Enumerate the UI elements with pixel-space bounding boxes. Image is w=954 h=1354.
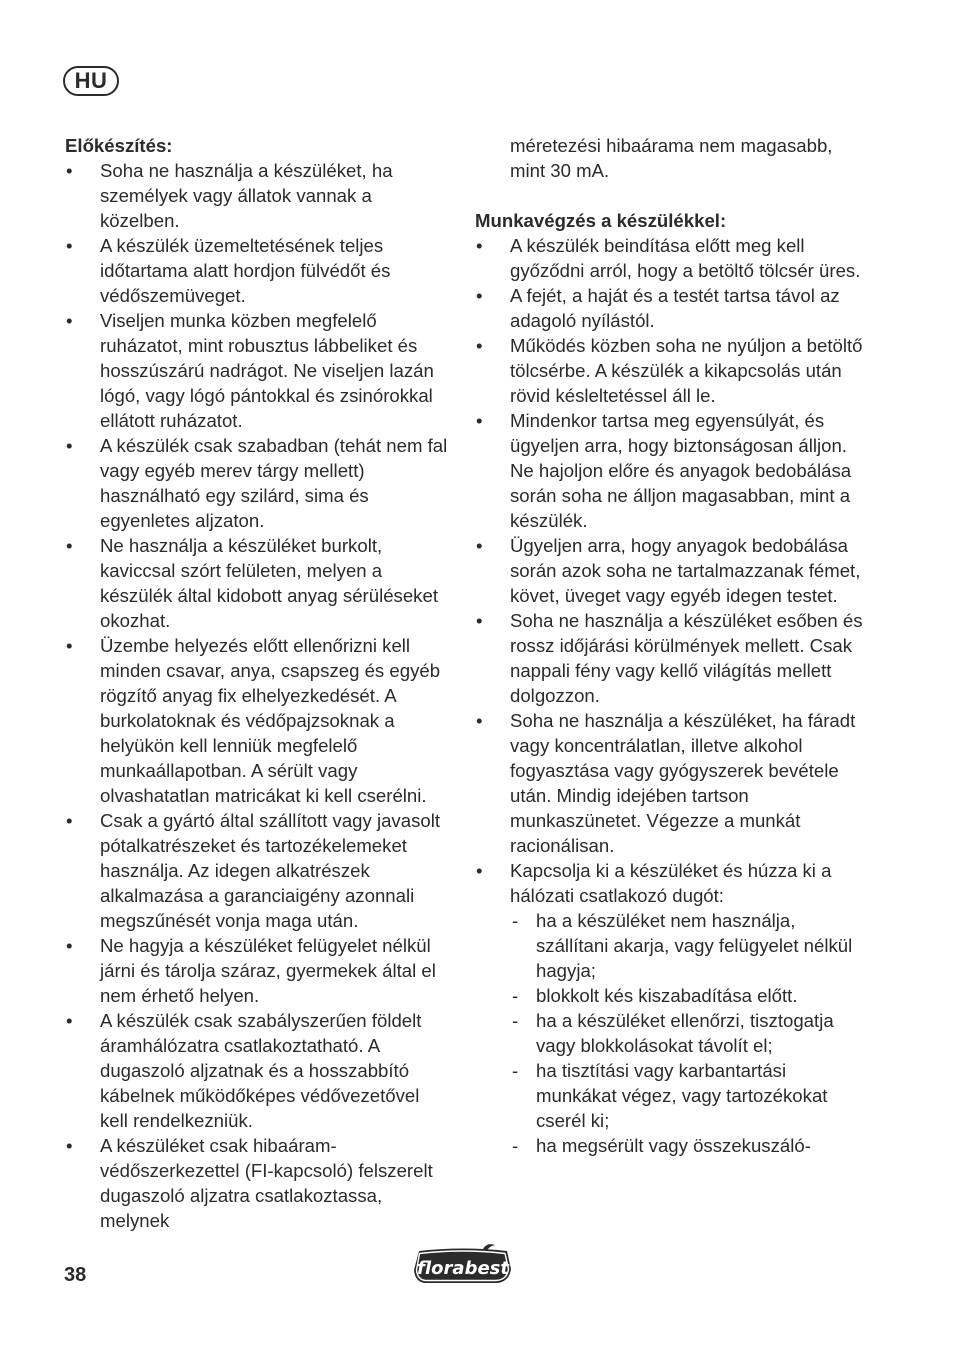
dash-item: - ha a készüléket nem használja, szállítani akarja, vagy felügyelet nélkül hagyja; [475,908,867,983]
section-heading-preparation: Előkészítés: [65,135,173,156]
dash-item: - ha a készüléket ellenőrzi, tisztogatja vagy blokkolásokat távolít el; [475,1008,867,1058]
list-item: • A készülék üzemeltetésének teljes időtartama alatt hordjon fülvédőt és védőszemüveget. [65,233,451,308]
language-badge: HU [63,66,119,96]
list-item: • Soha ne használja a készüléket, ha fáradt vagy koncentrálatlan, illetve alkohol fogyasztása vagy gyógyszerek bevétele után. Mindig idejében tartson munkaszünetet. Végezze a munkát racionálisan. [475,708,867,858]
list-item: • Soha ne használja a készüléket esőben és rossz időjárási körülmények mellett. Csak nappali fény vagy kellő világítás mellett dolgozzon. [475,608,867,708]
list-item: • Soha ne használja a készüléket, ha személyek vagy állatok vannak a közelben. [65,158,451,233]
continued-text: méretezési hibaárama nem magasabb, mint 30 mA. [510,135,833,181]
list-item: • Ne hagyja a készüléket felügyelet nélkül járni és tárolja száraz, gyermekek által el nem érhető helyen. [65,933,451,1008]
list-item: • Ügyeljen arra, hogy anyagok bedobálása során azok soha ne tartalmazzanak fémet, követ, üveget vagy egyéb idegen testet. [475,533,867,608]
logo-text: florabest [417,1258,509,1279]
section-heading-operation: Munkavégzés a készülékkel: [475,210,727,231]
operation-list [475,233,867,908]
page-number: 38 [64,1264,87,1286]
dash-item: - ha megsérült vagy összekuszáló- [475,1133,867,1158]
list-item: • Csak a gyártó által szállított vagy javasolt pótalkatrészeket és tartozékelemeket használja. Az idegen alkatrészek alkalmazása a garanciaigény azonnali megszűnését vonja maga után. [65,808,451,933]
list-item: • A készüléket csak hibaáram-védőszerkezettel (FI-kapcsoló) felszerelt dugaszoló aljzatra csatlakoztassa, melynek [65,1133,451,1233]
list-item: • Viseljen munka közben megfelelő ruházatot, mint robusztus lábbeliket és hosszúszárú nadrágot. Ne viseljen lazán lógó, vagy lógó pántokkal és zsinórokkal ellátott ruházatot. [65,308,451,433]
right-column [475,133,867,1158]
dash-item: - blokkolt kés kiszabadítása előtt. [475,983,867,1008]
list-item: • A készülék csak szabadban (tehát nem fal vagy egyéb merev tárgy mellett) használható egy szilárd, sima és egyenletes aljzaton. [65,433,451,533]
preparation-list [65,158,451,1233]
list-item: • Üzembe helyezés előtt ellenőrizni kell minden csavar, anya, csapszeg és egyéb rögzítő anyag fix elhelyezkedését. A burkolatoknak és védőpajzsoknak a helyükön kell lenniük megfelelő munkaállapotban. A sérült vagy olvashatatlan matricákat ki kell cserélni. [65,633,451,808]
list-item: • Működés közben soha ne nyúljon a betöltő tölcsérbe. A készülék a kikapcsolás után rövid késleltetéssel áll le. [475,333,867,408]
dash-item: - ha tisztítási vagy karbantartási munkákat végez, vagy tartozékokat cserél ki; [475,1058,867,1133]
spacer [475,183,867,208]
list-item: • Kapcsolja ki a készüléket és húzza ki a hálózati csatlakozó dugót: [475,858,867,908]
list-item: • Ne használja a készüléket burkolt, kaviccsal szórt felületen, melyen a készülék által kidobott anyag sérüléseket okozhat. [65,533,451,633]
list-item: • Mindenkor tartsa meg egyensúlyát, és ügyeljen arra, hogy biztonságosan álljon. Ne hajoljon előre és anyagok bedobálása során soha ne álljon magasabban, mint a készülék. [475,408,867,533]
florabest-logo [409,1243,517,1292]
list-item: • A készülék csak szabályszerűen földelt áramhálózatra csatlakoztatható. A dugaszoló aljzatnak és a hosszabbító kábelnek működőképes védővezetővel kell rendelkezniük. [65,1008,451,1133]
left-column [65,133,451,1233]
list-item: • A készülék beindítása előtt meg kell győződni arról, hogy a betöltő tölcsér üres. [475,233,867,283]
unplug-conditions-list [475,908,867,1158]
list-item: • A fejét, a haját és a testét tartsa távol az adagoló nyílástól. [475,283,867,333]
